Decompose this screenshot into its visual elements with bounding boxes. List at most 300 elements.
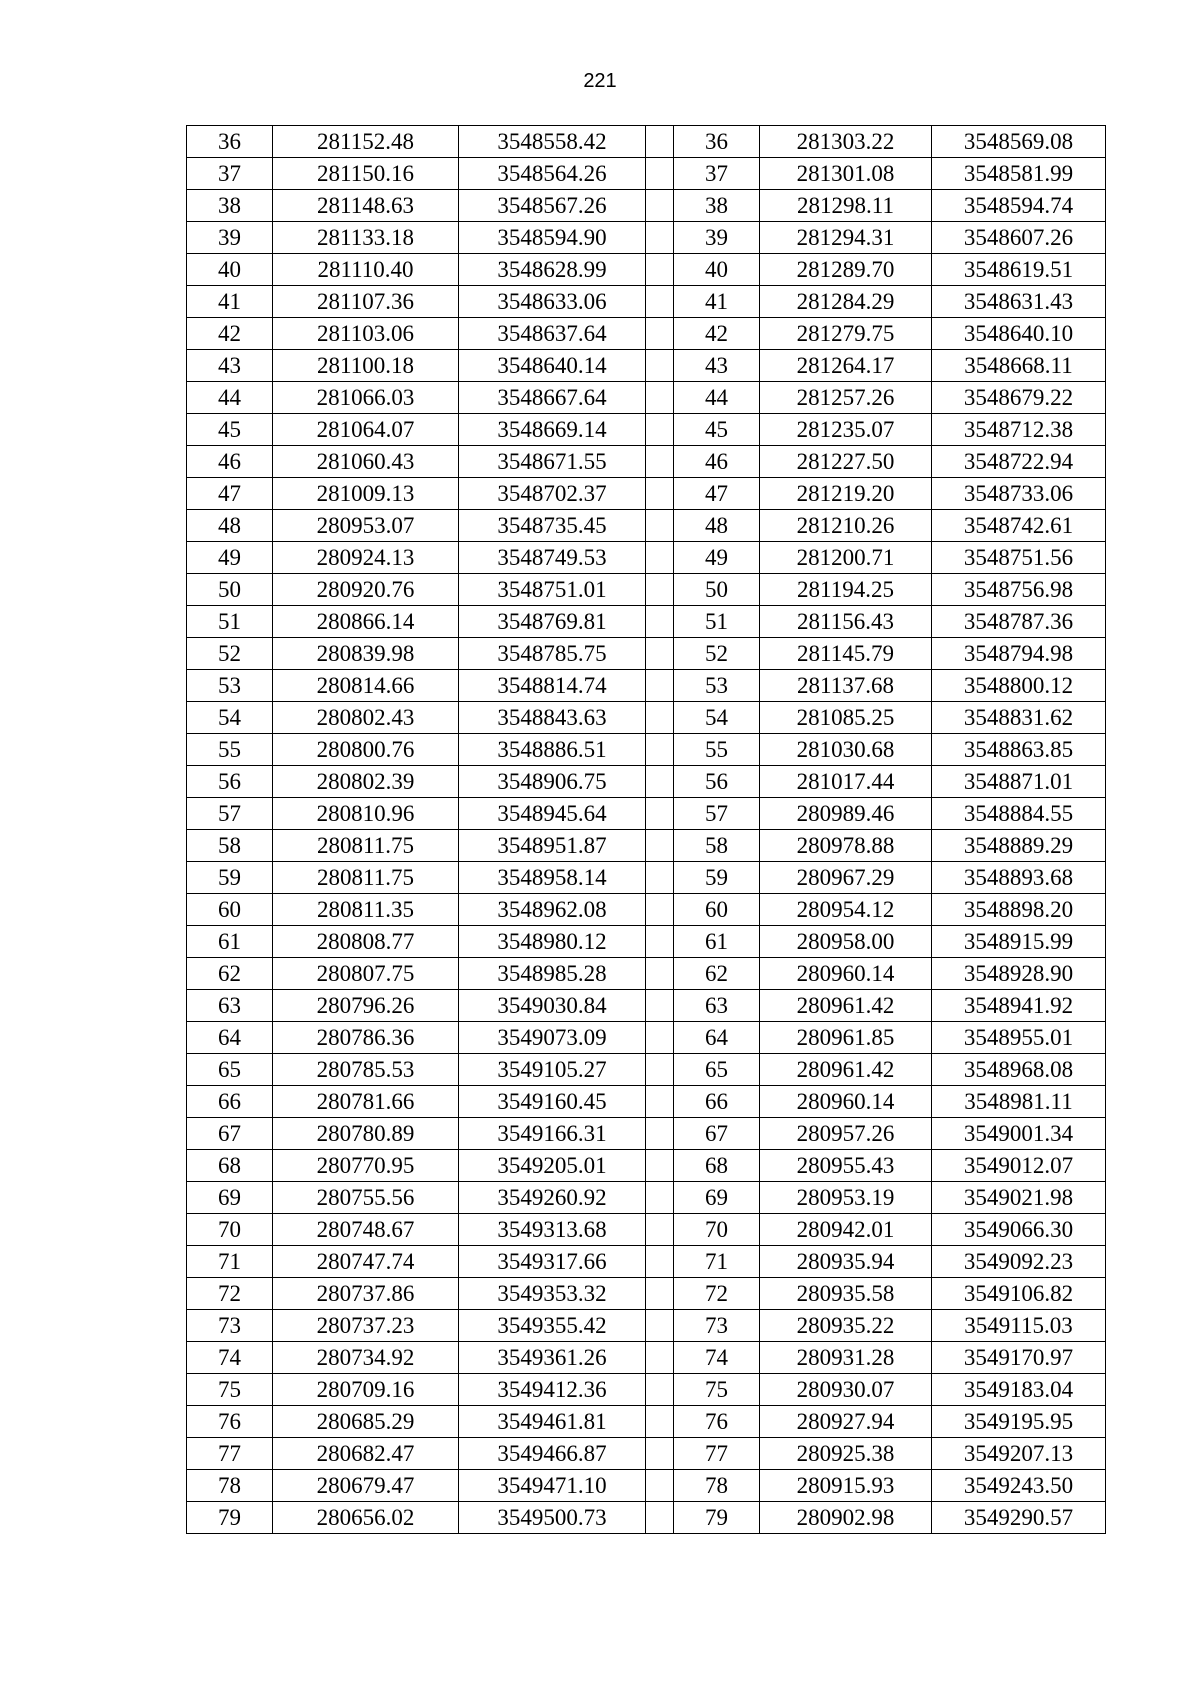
point-id-cell: 44: [187, 382, 273, 414]
x-coordinate-cell: 280967.29: [760, 862, 932, 894]
point-id-cell: 42: [187, 318, 273, 350]
table-row: [187, 126, 1106, 158]
point-id-cell: 65: [187, 1054, 273, 1086]
table-row: [187, 1502, 1106, 1534]
point-id-cell: 54: [674, 702, 760, 734]
x-coordinate-cell: 281009.13: [273, 478, 459, 510]
table-row: [187, 574, 1106, 606]
point-id-cell: 58: [674, 830, 760, 862]
table-row: [187, 1310, 1106, 1342]
point-id-cell: 68: [674, 1150, 760, 1182]
point-id-cell: 37: [674, 158, 760, 190]
y-coordinate-cell: 3548955.01: [932, 1022, 1106, 1054]
table-row: [187, 286, 1106, 318]
table-row: [187, 382, 1106, 414]
x-coordinate-cell: 281030.68: [760, 734, 932, 766]
y-coordinate-cell: 3549166.31: [459, 1118, 646, 1150]
y-coordinate-cell: 3549195.95: [932, 1406, 1106, 1438]
y-coordinate-cell: 3548814.74: [459, 670, 646, 702]
point-id-cell: 68: [187, 1150, 273, 1182]
point-id-cell: 70: [187, 1214, 273, 1246]
point-id-cell: 61: [187, 926, 273, 958]
table-row: [187, 862, 1106, 894]
point-id-cell: 58: [187, 830, 273, 862]
spacer-cell: [646, 894, 674, 926]
table-row: [187, 926, 1106, 958]
y-coordinate-cell: 3548800.12: [932, 670, 1106, 702]
x-coordinate-cell: 280953.07: [273, 510, 459, 542]
spacer-cell: [646, 1374, 674, 1406]
y-coordinate-cell: 3548637.64: [459, 318, 646, 350]
y-coordinate-cell: 3548628.99: [459, 254, 646, 286]
spacer-cell: [646, 446, 674, 478]
y-coordinate-cell: 3548679.22: [932, 382, 1106, 414]
x-coordinate-cell: 280925.38: [760, 1438, 932, 1470]
table-row: [187, 958, 1106, 990]
table-row: [187, 638, 1106, 670]
y-coordinate-cell: 3549170.97: [932, 1342, 1106, 1374]
y-coordinate-cell: 3548631.43: [932, 286, 1106, 318]
y-coordinate-cell: 3548671.55: [459, 446, 646, 478]
table-row: [187, 702, 1106, 734]
y-coordinate-cell: 3548898.20: [932, 894, 1106, 926]
point-id-cell: 72: [187, 1278, 273, 1310]
point-id-cell: 52: [187, 638, 273, 670]
y-coordinate-cell: 3548712.38: [932, 414, 1106, 446]
point-id-cell: 53: [187, 670, 273, 702]
y-coordinate-cell: 3549205.01: [459, 1150, 646, 1182]
point-id-cell: 54: [187, 702, 273, 734]
y-coordinate-cell: 3548669.14: [459, 414, 646, 446]
x-coordinate-cell: 281303.22: [760, 126, 932, 158]
x-coordinate-cell: 280800.76: [273, 734, 459, 766]
point-id-cell: 59: [187, 862, 273, 894]
table-row: [187, 446, 1106, 478]
x-coordinate-cell: 281064.07: [273, 414, 459, 446]
x-coordinate-cell: 281219.20: [760, 478, 932, 510]
table-row: [187, 478, 1106, 510]
point-id-cell: 49: [187, 542, 273, 574]
spacer-cell: [646, 414, 674, 446]
point-id-cell: 56: [674, 766, 760, 798]
point-id-cell: 72: [674, 1278, 760, 1310]
x-coordinate-cell: 281148.63: [273, 190, 459, 222]
y-coordinate-cell: 3549260.92: [459, 1182, 646, 1214]
x-coordinate-cell: 280954.12: [760, 894, 932, 926]
y-coordinate-cell: 3548735.45: [459, 510, 646, 542]
spacer-cell: [646, 606, 674, 638]
y-coordinate-cell: 3548633.06: [459, 286, 646, 318]
y-coordinate-cell: 3548962.08: [459, 894, 646, 926]
spacer-cell: [646, 766, 674, 798]
spacer-cell: [646, 702, 674, 734]
point-id-cell: 42: [674, 318, 760, 350]
table-row: [187, 894, 1106, 926]
y-coordinate-cell: 3548871.01: [932, 766, 1106, 798]
point-id-cell: 53: [674, 670, 760, 702]
point-id-cell: 78: [187, 1470, 273, 1502]
x-coordinate-cell: 280737.86: [273, 1278, 459, 1310]
table-row: [187, 1438, 1106, 1470]
y-coordinate-cell: 3548751.01: [459, 574, 646, 606]
table-row: [187, 1278, 1106, 1310]
spacer-cell: [646, 350, 674, 382]
y-coordinate-cell: 3549313.68: [459, 1214, 646, 1246]
point-id-cell: 47: [674, 478, 760, 510]
spacer-cell: [646, 1310, 674, 1342]
point-id-cell: 41: [187, 286, 273, 318]
point-id-cell: 51: [674, 606, 760, 638]
x-coordinate-cell: 281200.71: [760, 542, 932, 574]
x-coordinate-cell: 280755.56: [273, 1182, 459, 1214]
point-id-cell: 49: [674, 542, 760, 574]
x-coordinate-cell: 280942.01: [760, 1214, 932, 1246]
y-coordinate-cell: 3549353.32: [459, 1278, 646, 1310]
x-coordinate-cell: 281085.25: [760, 702, 932, 734]
spacer-cell: [646, 1246, 674, 1278]
x-coordinate-cell: 281194.25: [760, 574, 932, 606]
table-row: [187, 734, 1106, 766]
point-id-cell: 71: [674, 1246, 760, 1278]
point-id-cell: 46: [187, 446, 273, 478]
y-coordinate-cell: 3548951.87: [459, 830, 646, 862]
point-id-cell: 73: [674, 1310, 760, 1342]
y-coordinate-cell: 3549183.04: [932, 1374, 1106, 1406]
point-id-cell: 69: [674, 1182, 760, 1214]
point-id-cell: 64: [674, 1022, 760, 1054]
point-id-cell: 78: [674, 1470, 760, 1502]
table-row: [187, 510, 1106, 542]
point-id-cell: 75: [674, 1374, 760, 1406]
y-coordinate-cell: 3548787.36: [932, 606, 1106, 638]
spacer-cell: [646, 126, 674, 158]
y-coordinate-cell: 3549066.30: [932, 1214, 1106, 1246]
point-id-cell: 48: [187, 510, 273, 542]
table-row: [187, 350, 1106, 382]
x-coordinate-cell: 280920.76: [273, 574, 459, 606]
table-row: [187, 606, 1106, 638]
table-row: [187, 158, 1106, 190]
y-coordinate-cell: 3548749.53: [459, 542, 646, 574]
spacer-cell: [646, 382, 674, 414]
spacer-cell: [646, 990, 674, 1022]
table-row: [187, 1022, 1106, 1054]
y-coordinate-cell: 3548742.61: [932, 510, 1106, 542]
x-coordinate-cell: 281110.40: [273, 254, 459, 286]
x-coordinate-cell: 281152.48: [273, 126, 459, 158]
y-coordinate-cell: 3549243.50: [932, 1470, 1106, 1502]
point-id-cell: 56: [187, 766, 273, 798]
point-id-cell: 77: [187, 1438, 273, 1470]
point-id-cell: 50: [674, 574, 760, 606]
x-coordinate-cell: 280747.74: [273, 1246, 459, 1278]
y-coordinate-cell: 3549030.84: [459, 990, 646, 1022]
spacer-cell: [646, 1214, 674, 1246]
point-id-cell: 63: [674, 990, 760, 1022]
y-coordinate-cell: 3549290.57: [932, 1502, 1106, 1534]
y-coordinate-cell: 3548928.90: [932, 958, 1106, 990]
table-row: [187, 190, 1106, 222]
x-coordinate-cell: 280930.07: [760, 1374, 932, 1406]
point-id-cell: 45: [674, 414, 760, 446]
point-id-cell: 40: [187, 254, 273, 286]
table-row: [187, 990, 1106, 1022]
table-row: [187, 542, 1106, 574]
y-coordinate-cell: 3548886.51: [459, 734, 646, 766]
spacer-cell: [646, 734, 674, 766]
x-coordinate-cell: 281210.26: [760, 510, 932, 542]
x-coordinate-cell: 281289.70: [760, 254, 932, 286]
spacer-cell: [646, 1406, 674, 1438]
x-coordinate-cell: 280814.66: [273, 670, 459, 702]
table-row: [187, 318, 1106, 350]
spacer-cell: [646, 542, 674, 574]
point-id-cell: 67: [674, 1118, 760, 1150]
point-id-cell: 47: [187, 478, 273, 510]
point-id-cell: 41: [674, 286, 760, 318]
x-coordinate-cell: 280802.43: [273, 702, 459, 734]
point-id-cell: 43: [674, 350, 760, 382]
point-id-cell: 57: [674, 798, 760, 830]
point-id-cell: 40: [674, 254, 760, 286]
x-coordinate-cell: 280709.16: [273, 1374, 459, 1406]
y-coordinate-cell: 3548733.06: [932, 478, 1106, 510]
x-coordinate-cell: 280924.13: [273, 542, 459, 574]
x-coordinate-cell: 280902.98: [760, 1502, 932, 1534]
spacer-cell: [646, 1502, 674, 1534]
page-number: 221: [583, 70, 617, 92]
x-coordinate-cell: 280656.02: [273, 1502, 459, 1534]
y-coordinate-cell: 3548941.92: [932, 990, 1106, 1022]
point-id-cell: 55: [674, 734, 760, 766]
point-id-cell: 43: [187, 350, 273, 382]
x-coordinate-cell: 280960.14: [760, 1086, 932, 1118]
point-id-cell: 73: [187, 1310, 273, 1342]
y-coordinate-cell: 3548558.42: [459, 126, 646, 158]
table-row: [187, 766, 1106, 798]
x-coordinate-cell: 281017.44: [760, 766, 932, 798]
point-id-cell: 63: [187, 990, 273, 1022]
x-coordinate-cell: 281103.06: [273, 318, 459, 350]
x-coordinate-cell: 280839.98: [273, 638, 459, 670]
y-coordinate-cell: 3549317.66: [459, 1246, 646, 1278]
coordinates-table: [186, 125, 1106, 1534]
point-id-cell: 62: [674, 958, 760, 990]
x-coordinate-cell: 280796.26: [273, 990, 459, 1022]
point-id-cell: 44: [674, 382, 760, 414]
y-coordinate-cell: 3548893.68: [932, 862, 1106, 894]
point-id-cell: 61: [674, 926, 760, 958]
table-row: [187, 414, 1106, 446]
y-coordinate-cell: 3548756.98: [932, 574, 1106, 606]
point-id-cell: 76: [187, 1406, 273, 1438]
y-coordinate-cell: 3549001.34: [932, 1118, 1106, 1150]
x-coordinate-cell: 281294.31: [760, 222, 932, 254]
y-coordinate-cell: 3548985.28: [459, 958, 646, 990]
spacer-cell: [646, 574, 674, 606]
point-id-cell: 74: [674, 1342, 760, 1374]
x-coordinate-cell: 281156.43: [760, 606, 932, 638]
x-coordinate-cell: 280989.46: [760, 798, 932, 830]
x-coordinate-cell: 280961.85: [760, 1022, 932, 1054]
y-coordinate-cell: 3548702.37: [459, 478, 646, 510]
x-coordinate-cell: 280935.22: [760, 1310, 932, 1342]
point-id-cell: 46: [674, 446, 760, 478]
point-id-cell: 66: [674, 1086, 760, 1118]
y-coordinate-cell: 3548594.90: [459, 222, 646, 254]
x-coordinate-cell: 281107.36: [273, 286, 459, 318]
spacer-cell: [646, 1342, 674, 1374]
x-coordinate-cell: 281284.29: [760, 286, 932, 318]
point-id-cell: 57: [187, 798, 273, 830]
x-coordinate-cell: 280866.14: [273, 606, 459, 638]
y-coordinate-cell: 3548906.75: [459, 766, 646, 798]
x-coordinate-cell: 280961.42: [760, 1054, 932, 1086]
table-row: [187, 254, 1106, 286]
y-coordinate-cell: 3549500.73: [459, 1502, 646, 1534]
spacer-cell: [646, 222, 674, 254]
spacer-cell: [646, 1086, 674, 1118]
table-row: [187, 1054, 1106, 1086]
point-id-cell: 60: [674, 894, 760, 926]
x-coordinate-cell: 280935.94: [760, 1246, 932, 1278]
x-coordinate-cell: 280915.93: [760, 1470, 932, 1502]
table-row: [187, 830, 1106, 862]
spacer-cell: [646, 830, 674, 862]
table-row: [187, 798, 1106, 830]
point-id-cell: 50: [187, 574, 273, 606]
y-coordinate-cell: 3548958.14: [459, 862, 646, 894]
table-row: [187, 1086, 1106, 1118]
x-coordinate-cell: 281066.03: [273, 382, 459, 414]
point-id-cell: 67: [187, 1118, 273, 1150]
y-coordinate-cell: 3548594.74: [932, 190, 1106, 222]
y-coordinate-cell: 3548668.11: [932, 350, 1106, 382]
x-coordinate-cell: 280734.92: [273, 1342, 459, 1374]
x-coordinate-cell: 281150.16: [273, 158, 459, 190]
spacer-cell: [646, 1438, 674, 1470]
y-coordinate-cell: 3549355.42: [459, 1310, 646, 1342]
spacer-cell: [646, 1182, 674, 1214]
point-id-cell: 39: [187, 222, 273, 254]
x-coordinate-cell: 281301.08: [760, 158, 932, 190]
y-coordinate-cell: 3548769.81: [459, 606, 646, 638]
y-coordinate-cell: 3548567.26: [459, 190, 646, 222]
spacer-cell: [646, 638, 674, 670]
point-id-cell: 51: [187, 606, 273, 638]
point-id-cell: 64: [187, 1022, 273, 1054]
y-coordinate-cell: 3549461.81: [459, 1406, 646, 1438]
point-id-cell: 77: [674, 1438, 760, 1470]
y-coordinate-cell: 3548785.75: [459, 638, 646, 670]
y-coordinate-cell: 3548794.98: [932, 638, 1106, 670]
y-coordinate-cell: 3549115.03: [932, 1310, 1106, 1342]
y-coordinate-cell: 3548884.55: [932, 798, 1106, 830]
spacer-cell: [646, 478, 674, 510]
x-coordinate-cell: 280955.43: [760, 1150, 932, 1182]
point-id-cell: 79: [187, 1502, 273, 1534]
spacer-cell: [646, 190, 674, 222]
x-coordinate-cell: 280785.53: [273, 1054, 459, 1086]
x-coordinate-cell: 280957.26: [760, 1118, 932, 1150]
spacer-cell: [646, 670, 674, 702]
y-coordinate-cell: 3549471.10: [459, 1470, 646, 1502]
x-coordinate-cell: 281298.11: [760, 190, 932, 222]
spacer-cell: [646, 1278, 674, 1310]
x-coordinate-cell: 280737.23: [273, 1310, 459, 1342]
y-coordinate-cell: 3549466.87: [459, 1438, 646, 1470]
x-coordinate-cell: 280811.75: [273, 862, 459, 894]
x-coordinate-cell: 280935.58: [760, 1278, 932, 1310]
spacer-cell: [646, 1118, 674, 1150]
y-coordinate-cell: 3549207.13: [932, 1438, 1106, 1470]
spacer-cell: [646, 158, 674, 190]
y-coordinate-cell: 3548863.85: [932, 734, 1106, 766]
x-coordinate-cell: 281100.18: [273, 350, 459, 382]
y-coordinate-cell: 3548915.99: [932, 926, 1106, 958]
point-id-cell: 75: [187, 1374, 273, 1406]
y-coordinate-cell: 3549361.26: [459, 1342, 646, 1374]
x-coordinate-cell: 281257.26: [760, 382, 932, 414]
x-coordinate-cell: 280810.96: [273, 798, 459, 830]
table-row: [187, 1406, 1106, 1438]
y-coordinate-cell: 3548667.64: [459, 382, 646, 414]
x-coordinate-cell: 280781.66: [273, 1086, 459, 1118]
spacer-cell: [646, 1150, 674, 1182]
table-row: [187, 670, 1106, 702]
y-coordinate-cell: 3549105.27: [459, 1054, 646, 1086]
y-coordinate-cell: 3549106.82: [932, 1278, 1106, 1310]
y-coordinate-cell: 3548980.12: [459, 926, 646, 958]
point-id-cell: 55: [187, 734, 273, 766]
point-id-cell: 69: [187, 1182, 273, 1214]
point-id-cell: 52: [674, 638, 760, 670]
y-coordinate-cell: 3548831.62: [932, 702, 1106, 734]
x-coordinate-cell: 280953.19: [760, 1182, 932, 1214]
x-coordinate-cell: 280780.89: [273, 1118, 459, 1150]
point-id-cell: 39: [674, 222, 760, 254]
point-id-cell: 36: [674, 126, 760, 158]
y-coordinate-cell: 3548722.94: [932, 446, 1106, 478]
y-coordinate-cell: 3548889.29: [932, 830, 1106, 862]
x-coordinate-cell: 281227.50: [760, 446, 932, 478]
spacer-cell: [646, 1022, 674, 1054]
point-id-cell: 74: [187, 1342, 273, 1374]
point-id-cell: 62: [187, 958, 273, 990]
point-id-cell: 48: [674, 510, 760, 542]
x-coordinate-cell: 281279.75: [760, 318, 932, 350]
point-id-cell: 71: [187, 1246, 273, 1278]
point-id-cell: 66: [187, 1086, 273, 1118]
table-row: [187, 1182, 1106, 1214]
y-coordinate-cell: 3548751.56: [932, 542, 1106, 574]
y-coordinate-cell: 3548564.26: [459, 158, 646, 190]
x-coordinate-cell: 280811.35: [273, 894, 459, 926]
x-coordinate-cell: 280931.28: [760, 1342, 932, 1374]
y-coordinate-cell: 3548843.63: [459, 702, 646, 734]
point-id-cell: 38: [187, 190, 273, 222]
x-coordinate-cell: 281235.07: [760, 414, 932, 446]
point-id-cell: 37: [187, 158, 273, 190]
x-coordinate-cell: 280961.42: [760, 990, 932, 1022]
y-coordinate-cell: 3548968.08: [932, 1054, 1106, 1086]
point-id-cell: 38: [674, 190, 760, 222]
point-id-cell: 36: [187, 126, 273, 158]
y-coordinate-cell: 3549412.36: [459, 1374, 646, 1406]
point-id-cell: 60: [187, 894, 273, 926]
x-coordinate-cell: 280958.00: [760, 926, 932, 958]
y-coordinate-cell: 3548640.10: [932, 318, 1106, 350]
